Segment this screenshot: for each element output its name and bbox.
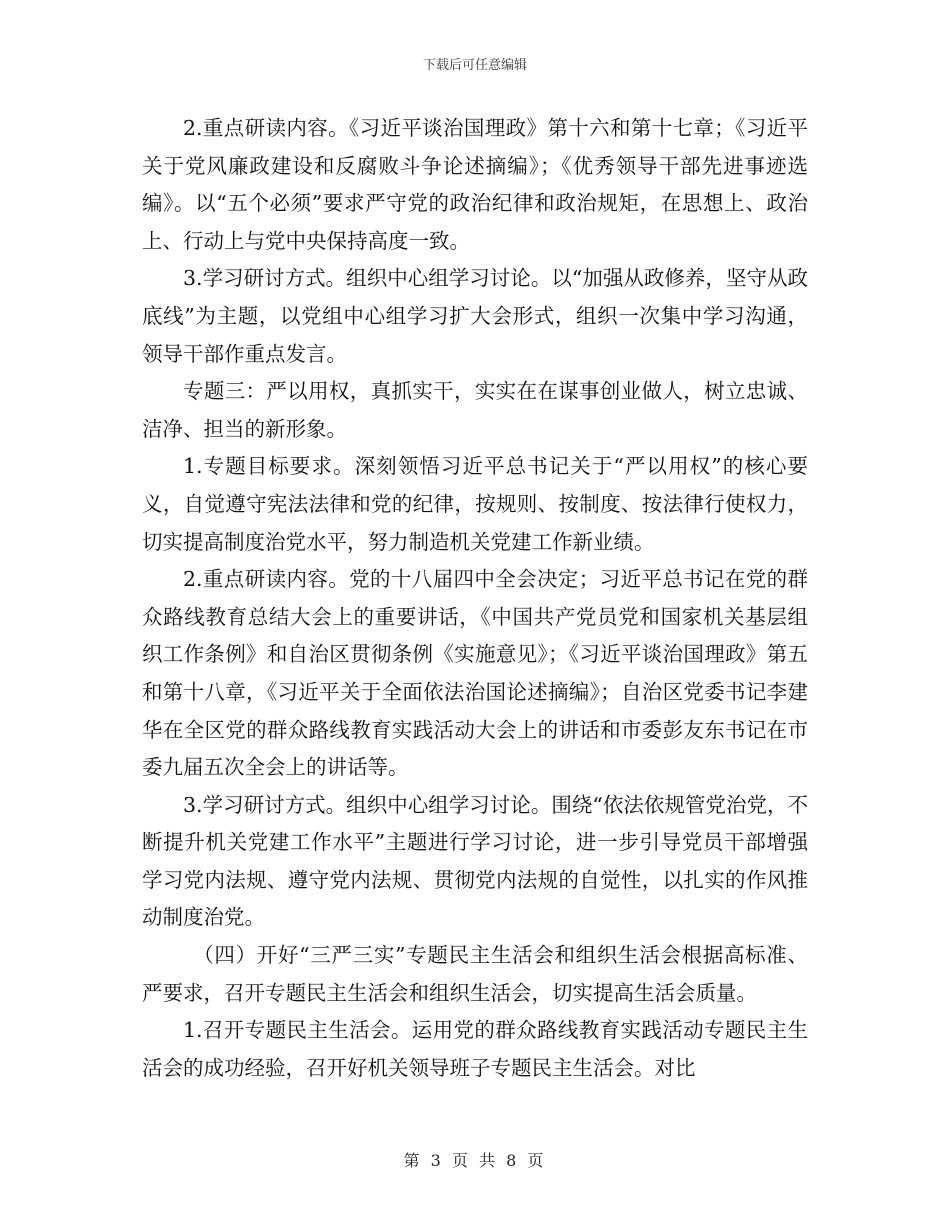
paragraph-7: （四）开好“三严三实”专题民主生活会和组织生活会根据高标准、严要求，召开专题民主生活会和组织生活会，切实提高生活会质量。: [142, 943, 808, 1005]
document-body: [142, 110, 808, 1087]
paragraph-3: 专题三：严以用权，真抓实干，实实在在谋事创业做人，树立忠诚、洁净、担当的新形象。: [142, 379, 808, 441]
page-number: 第 3 页 共 8 页: [403, 1151, 547, 1170]
paragraph-4: 1.专题目标要求。深刻领悟习近平总书记关于“严以用权”的核心要义，自觉遵守宪法法律和党的纪律，按规则、按制度、按法律行使权力，切实提高制度治党水平，努力制造机关党建工作新业绩。: [142, 454, 808, 554]
paragraph-1: 2.重点研读内容。《习近平谈治国理政》第十六和第十七章；《习近平关于党风廉政建设和反腐败斗争论述摘编》；《优秀领导干部先进事迹选编》。以“五个必须”要求严守党的政治纪律和政治规矩，在思想上、政治上、行动上与党中央保持高度一致。: [142, 116, 808, 253]
paragraph-8: 1.召开专题民主生活会。运用党的群众路线教育实践活动专题民主生活会的成功经验，召开好机关领导班子专题民主生活会。对比: [142, 1018, 808, 1080]
paragraph-6: 3.学习研讨方式。组织中心组学习讨论。围绕“依法依规管党治党，不断提升机关党建工作水平”主题进行学习讨论，进一步引导党员干部增强学习党内法规、遵守党内法规、贯彻党内法规的自觉性，以扎实的作风推动制度治党。: [142, 792, 808, 930]
page-header-note: 下载后可任意编辑: [422, 58, 527, 73]
paragraph-2: 3.学习研讨方式。组织中心组学习讨论。以“加强从政修养，坚守从政底线”为主题，以党组中心组学习扩大会形式，组织一次集中学习沟通，领导干部作重点发言。: [142, 266, 808, 366]
paragraph-5: 2.重点研读内容。党的十八届四中全会决定；习近平总书记在党的群众路线教育总结大会上的重要讲话，《中国共产党员党和国家机关基层组织工作条例》和自治区贯彻条例《实施意见》；《习近平谈治国理政》第五和第十八章，《习近平关于全面依法治国论述摘编》；自治区党委书记李建华在全区党的群众路线教育实践活动大会上的讲话和市委彭友东书记在市委九届五次全会上的讲话等。: [142, 567, 808, 780]
